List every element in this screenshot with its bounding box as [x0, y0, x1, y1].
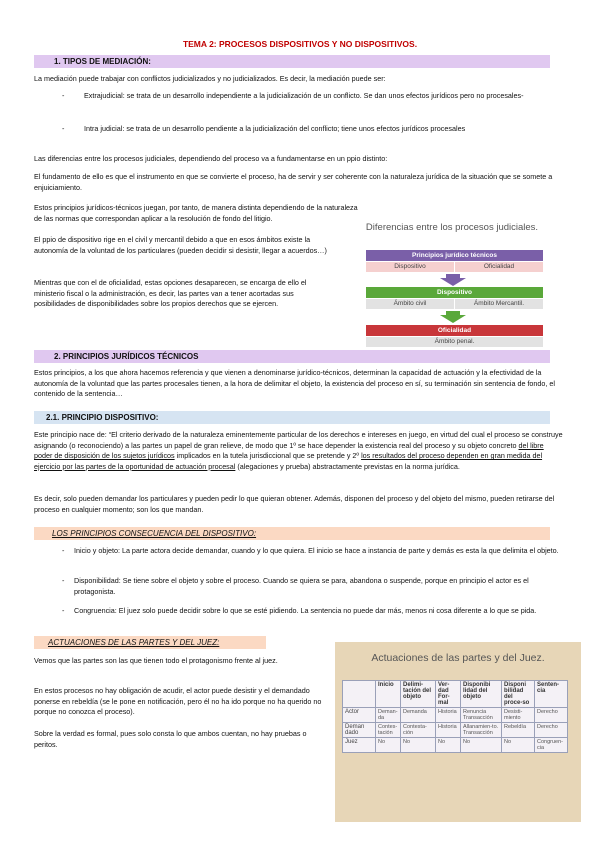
- subsection-heading: 2.1. PRINCIPIO DISPOSITIVO:: [34, 411, 550, 424]
- table-header-cell: Senten-cia: [535, 681, 568, 708]
- section-2-heading: 2. PRINCIPIOS JURÍDICOS TÉCNICOS: [34, 350, 550, 363]
- table-header-cell: Disponi bilidad del proce-so: [502, 681, 535, 708]
- table-row-header: Juez: [343, 738, 376, 753]
- table-header-cell: Inicio: [376, 681, 401, 708]
- table-cell: Desisti-miento: [502, 708, 535, 723]
- actuaciones-table: [342, 680, 568, 753]
- paragraph: Mientras que con el de oficialidad, estas opciones desaparecen, se encarga de ello el ministerio fiscal o la administración, es decir, las partes van a tener acortadas sus posibilidades de disponibilidades sobre los propios derechos que se ejercen.: [34, 278, 307, 308]
- diagram-box-dispositivo: Dispositivo: [366, 287, 543, 298]
- paragraph-principio-dispositivo: [34, 430, 564, 472]
- actuaciones-heading: ACTUACIONES DE LAS PARTES Y DEL JUEZ:: [34, 636, 266, 649]
- underlined-text: del libre poder de disposición de los sujetos jurídicos: [34, 440, 544, 460]
- paragraph: El ppio de dispositivo rige en el civil y mercantil debido a que en esos ámbitos existe la autonomía de la voluntad de los particulares (pueden decidir si desistir, llegar a acuerdos…): [34, 235, 327, 255]
- actuaciones-table-image: [335, 642, 581, 822]
- table-cell: Historia: [436, 723, 461, 738]
- table-cell: No: [502, 738, 535, 753]
- section-1-intro: La mediación puede trabajar con conflictos judicializados y no judicializados. Es decir, la mediación puede ser:: [34, 74, 386, 83]
- table-header-cell: Delimi-tación del objeto: [401, 681, 436, 708]
- text-run: (alegaciones y prueba) abstractamente previstas en la norma jurídica.: [235, 461, 460, 471]
- paragraph: Estos principios, a los que ahora hacemos referencia y que vienen a denominarse jurídico-técnicos, determinan la capacidad de actuación y la efectividad de la autonomía de la voluntad que las partes procesales tienen, a la hora de delimitar el objeto, la existencia del proceso en sí, su terminación sin sentencia de fondo, el contenido de la sentencia…: [34, 368, 556, 398]
- bullet-dash: -: [62, 91, 65, 100]
- table-title: Actuaciones de las partes y del Juez.: [371, 652, 545, 664]
- underlined-text: los resultados del proceso dependen en gran medida del ejercicio por las partes de la oportunidad de actuación procesal: [34, 451, 543, 471]
- bullet-disponibilidad: Disponibilidad: Se tiene sobre el objeto y sobre el proceso. Cuando se quiera se para, abandona o suspende, porque en principio el actor es el protagonista.: [74, 576, 529, 596]
- bullet-dash: -: [62, 546, 65, 555]
- paragraph: En estos procesos no hay obligación de acudir, el actor puede desistir y el demandado ponerse en rebeldía (se le pone en notificación, pero él no ha ido porque no ha querido no porque no conozca el proceso).: [34, 686, 322, 716]
- document-title: TEMA 2: PROCESOS DISPOSITIVOS Y NO DISPOSITIVOS.: [182, 39, 418, 49]
- table-cell: No: [376, 738, 401, 753]
- diagram-label-dispositivo: Dispositivo: [366, 262, 454, 272]
- bullet-dash: -: [62, 576, 65, 585]
- diagram-label-penal: Ámbito penal.: [366, 337, 543, 347]
- table-cell: Demanda: [401, 708, 436, 723]
- arrow-down-icon: [438, 274, 468, 286]
- table-row-header: Actor: [343, 708, 376, 723]
- diagram-box-oficialidad: Oficialidad: [366, 325, 543, 336]
- bullet-dash: -: [62, 606, 65, 615]
- table-cell: Deman-da: [376, 708, 401, 723]
- table-cell: Contes-tación: [376, 723, 401, 738]
- diagram-label-civil: Ámbito civil: [366, 299, 454, 309]
- table-cell: Rebeldía: [502, 723, 535, 738]
- arrow-down-icon: [438, 311, 468, 323]
- paragraph: El fundamento de ello es que el instrumento en que se convierte el proceso, ha de servir y ser coherente con la naturaleza jurídica de la situación que se somete a enjuiciamiento.: [34, 172, 553, 192]
- table-row: [343, 738, 568, 753]
- table-header-cell: Ver-dad For-mal: [436, 681, 461, 708]
- table-row: [343, 708, 568, 723]
- table-header-row: [343, 681, 568, 708]
- bullet-intrajudicial: Intra judicial: se trata de un desarrollo pendiente a la judicialización del conflicto; tiene unos efectos jurídicos procesales: [84, 124, 466, 133]
- table-header-cell: Disponibi lidad del objeto: [461, 681, 502, 708]
- table-cell: Historia: [436, 708, 461, 723]
- paragraph: Las diferencias entre los procesos judiciales, dependiendo del proceso va a fundamentarse en un ppio distinto:: [34, 154, 388, 163]
- paragraph: Estos principios jurídicos-técnicos juegan, por tanto, de manera distinta dependiendo de la naturaleza de las normas que correspondan aplicar a la resolución de fondo del litigio.: [34, 203, 358, 223]
- consequences-heading: LOS PRINCIPIOS CONSECUENCIA DEL DISPOSITIVO:: [34, 527, 550, 540]
- table-cell: Congruen-cia: [535, 738, 568, 753]
- table-row-header: Deman dado: [343, 723, 376, 738]
- diagram-label-mercantil: Ámbito Mercantil.: [455, 299, 543, 309]
- bullet-inicio: Inicio y objeto: La parte actora decide demandar, cuando y lo que quiera. El inicio se hace a instancia de parte y demás es esta la que delimita el objeto.: [74, 546, 559, 555]
- table-cell: Derecho: [535, 708, 568, 723]
- table-header-cell: [343, 681, 376, 708]
- paragraph: Vemos que las partes son las que tienen todo el protagonismo frente al juez.: [34, 656, 278, 665]
- diagram-title: Diferencias entre los procesos judiciales.: [365, 222, 539, 233]
- diagram-box-principios: Principios jurídico técnicos: [366, 250, 543, 261]
- bullet-extrajudicial: Extrajudicial: se trata de un desarrollo independiente a la judicialización de un conflicto. Se dan unos efectos jurídicos pero no procesales-: [84, 91, 524, 100]
- text-run: Este principio nace de: “El criterio derivado de la naturaleza eminentemente particular de los derechos e intereses en juego, en virtud del cual el proceso se construye asignando (o reconociendo) a las partes un papel de gran relieve, de modo que 1º se hace depender la existencia real del proceso y su objeto concreto: [34, 430, 563, 450]
- text-run: implicados en la tutela jurisdiccional que se pretende y 2º: [174, 451, 362, 460]
- bullet-dash: -: [62, 124, 65, 133]
- table-cell: Contesta-ción: [401, 723, 436, 738]
- paragraph: Sobre la verdad es formal, pues solo consta lo que ambos cuentan, no hay pruebas o peritos.: [34, 729, 307, 749]
- table-cell: Renuncia Transacción: [461, 708, 502, 723]
- table-cell: Allanamien-to. Transacción: [461, 723, 502, 738]
- table-cell: No: [401, 738, 436, 753]
- table-row: [343, 723, 568, 738]
- diagram-label-oficialidad: Oficialidad: [455, 262, 543, 272]
- table-cell: No: [461, 738, 502, 753]
- bullet-congruencia: Congruencia: El juez solo puede decidir sobre lo que se esté pidiendo. La sentencia no puede dar más, menos ni cosa diferente a lo que se pida.: [74, 606, 537, 615]
- paragraph: Es decir, solo pueden demandar los particulares y pueden pedir lo que quieran obtener. Además, disponen del proceso y del objeto del mismo, pueden retirarse del proceso en cualquier momento; son los que mandan.: [34, 494, 555, 514]
- table-cell: Derecho: [535, 723, 568, 738]
- section-1-heading: 1. TIPOS DE MEDIACIÓN:: [34, 55, 550, 68]
- table-cell: No: [436, 738, 461, 753]
